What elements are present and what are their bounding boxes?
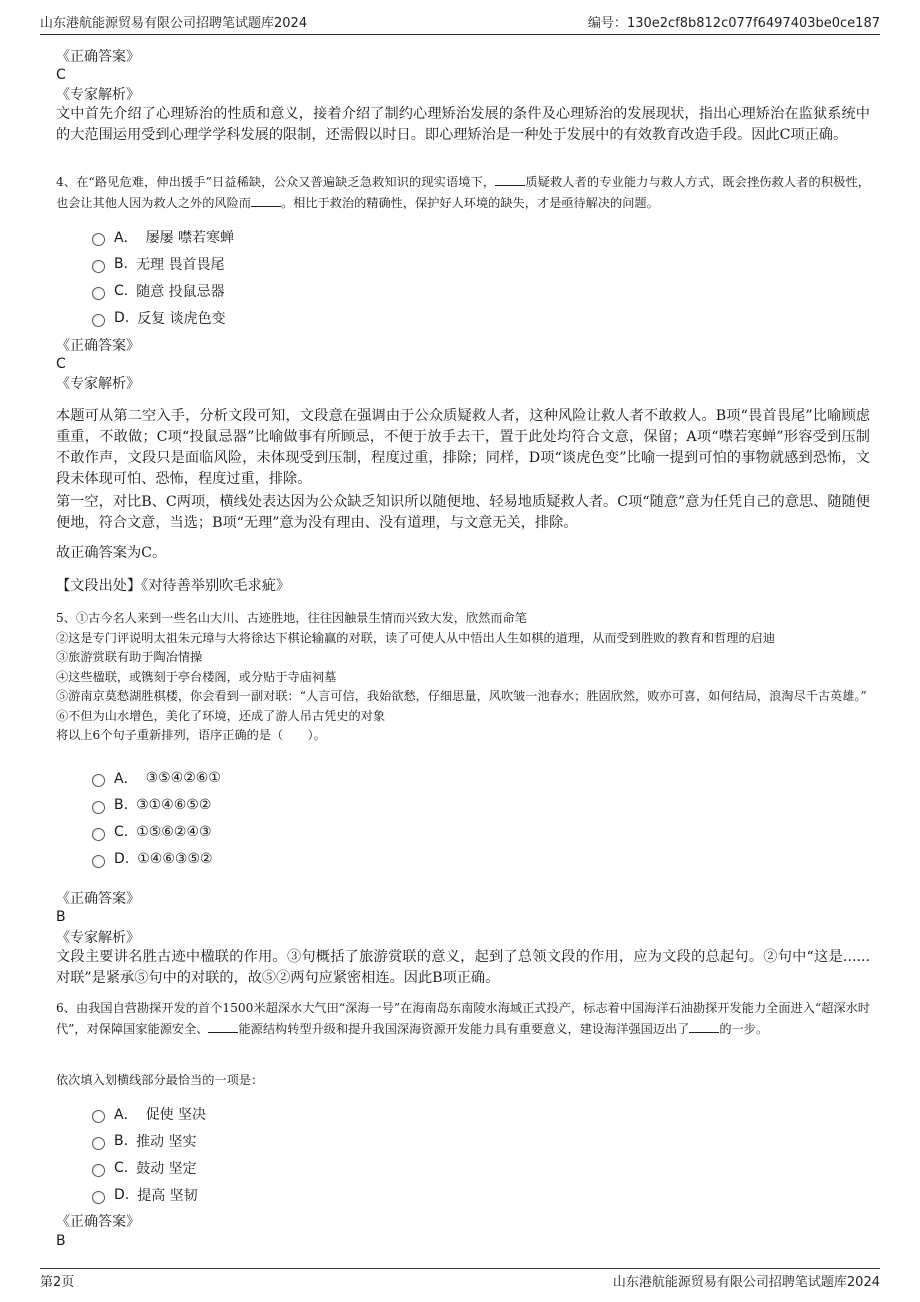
analysis-label: 《专家解析》 — [56, 87, 140, 103]
header-code — [588, 12, 880, 31]
q4-answer: C — [56, 356, 66, 372]
option-b[interactable] — [92, 250, 234, 277]
radio-icon[interactable] — [92, 1137, 105, 1150]
option-letter: D. — [114, 850, 130, 867]
page-footer — [40, 1268, 880, 1290]
q4-analysis-p2: 第一空，对比B、C两项，横线处表达因为公众缺乏知识所以随便地、轻易地质疑救人者。C项“随意”意为任凭自己的意思、随随便便地，符合文意，当选；B项“无理”意为没有理由、没有道理，与文意无关，排除。 — [56, 494, 870, 531]
header-title: 山东港航能源贸易有限公司招聘笔试题库2024 — [40, 16, 308, 31]
answer-label: 《正确答案》 — [56, 338, 140, 354]
option-text: 鼓动 坚定 — [136, 1160, 197, 1177]
q6-stem — [56, 998, 870, 1040]
option-text: ①④⑥③⑤② — [137, 850, 213, 867]
q4-analysis-p1: 本题可从第二空入手，分析文段可知，文段意在强调由于公众质疑救人者，这种风险让救人者不敢救人。B项“畏首畏尾”比喻顾虑重重，不敢做；C项“投鼠忌器”比喻做事有所顾忌，不便于放手去干，置于此处均符合文意，保留；A项“噤若寒蝉”形容受到压制不敢作声，文段只是面临风险，未体现受到压制，程度过重，排除；同样，D项“谈虎色变”比喻一提到可怕的事物就感到恐怖，文段未体现可怕、恐怖，程度过重，排除。 — [56, 408, 870, 487]
option-text: 屡屡 噤若寒蝉 — [145, 229, 235, 246]
radio-icon[interactable] — [92, 260, 105, 273]
q6-stem-part: 6、由我国自营勘探开发的首个1500米超深水大气田“深海一号”在海南岛东南陵水海域正式投产，标志着中国海洋石油勘探开发能力全面进入“超深水时代”，对保障国家能源安全、 — [56, 1001, 870, 1036]
radio-icon[interactable] — [92, 1191, 105, 1204]
option-text: 反复 谈虎色变 — [137, 310, 226, 327]
option-letter: A． — [114, 770, 138, 787]
q4-analysis-p3: 故正确答案为C。 — [56, 545, 167, 561]
q5-line: ⑤游南京莫愁湖胜棋楼，你会看到一副对联：“人言可信，我始欲愁，仔细思量，风吹皱一池春水；胜固欣然，败亦可喜，如何结局，浪淘尽千古英雄。” — [56, 689, 867, 703]
option-text: ③⑤④②⑥① — [145, 769, 221, 786]
option-letter: C. — [114, 1159, 129, 1176]
q5-options — [92, 764, 221, 872]
radio-icon[interactable] — [92, 828, 105, 841]
option-text: ③①④⑥⑤② — [136, 796, 212, 813]
q5-line: 5、①古今名人来到一些名山大川、古迹胜地，往往因触景生情而兴致大发，欣然而命笔 — [56, 611, 527, 625]
q5-line: ②这是专门评说明太祖朱元璋与大将徐达下棋论输赢的对联，读了可使人从中悟出人生如棋的道理，从而受到胜败的教育和哲理的启迪 — [56, 630, 776, 645]
analysis-label: 《专家解析》 — [56, 376, 140, 392]
radio-icon[interactable] — [92, 855, 105, 868]
radio-icon[interactable] — [92, 287, 105, 300]
radio-icon[interactable] — [92, 774, 105, 787]
option-c[interactable] — [92, 277, 234, 304]
page-header — [40, 12, 880, 35]
option-text: 推动 坚实 — [136, 1133, 197, 1150]
fill-blank — [689, 1019, 719, 1033]
option-c[interactable] — [92, 818, 221, 845]
option-letter: B. — [114, 255, 129, 272]
option-text: 促使 坚决 — [145, 1106, 207, 1123]
option-letter: B. — [114, 1132, 129, 1149]
footer-title: 山东港航能源贸易有限公司招聘笔试题库2024 — [612, 1275, 880, 1290]
q4-source: 【文段出处】《对待善举别吹毛求疵》 — [56, 578, 291, 594]
analysis-label: 《专家解析》 — [56, 930, 140, 946]
radio-icon[interactable] — [92, 1110, 105, 1123]
q4-stem — [56, 172, 870, 214]
q5-line: ⑥不但为山水增色，美化了环境，还成了游人吊古凭史的对象 — [56, 708, 386, 723]
option-c[interactable] — [92, 1154, 206, 1181]
q6-options — [92, 1100, 206, 1208]
option-letter: A． — [114, 1106, 138, 1123]
radio-icon[interactable] — [92, 801, 105, 814]
header-code-value: 130e2cf8b812c077f6497403be0ce187 — [626, 16, 880, 31]
option-letter: D. — [114, 1186, 130, 1203]
q6-stem-part: 的一步。 — [719, 1022, 769, 1036]
q4-stem-part: 质疑救人者的专业能力与救人方式，既会挫伤救人者的积极性，也会让其他人因为救人之外的风险而 — [56, 175, 870, 210]
q5-line: 将以上6个句子重新排列，语序正确的是（ ）。 — [56, 728, 326, 742]
q3-analysis: 文中首先介绍了心理矫治的性质和意义，接着介绍了制约心理矫治发展的条件及心理矫治的发展现状，指出心理矫治在监狱系统中的大范围运用受到心理学学科发展的限制，还需假以时日。即心理矫治是一种处于发展中的有效教育改造手段。因此C项正确。 — [56, 106, 870, 143]
q6-instruction: 依次填入划横线部分最恰当的一项是： — [56, 1073, 264, 1087]
answer-label: 《正确答案》 — [56, 891, 140, 907]
q5-analysis: 文段主要讲名胜古迹中楹联的作用。③句概括了旅游赏联的意义，起到了总领文段的作用，应为文段的总起句。②句中“这是......对联”是紧承⑤句中的对联的，故⑤②两句应紧密相连。因此B项正确。 — [56, 949, 870, 986]
q6-stem-part: 能源结构转型升级和提升我国深海资源开发能力具有重要意义，建设海洋强国迈出了 — [238, 1022, 690, 1036]
option-text: 随意 投鼠忌器 — [136, 283, 225, 300]
option-d[interactable] — [92, 845, 221, 872]
option-text: 提高 坚韧 — [137, 1187, 198, 1204]
q5-stem — [56, 609, 870, 746]
q5-line: ③旅游赏联有助于陶冶情操 — [56, 650, 203, 664]
q4-stem-part: 。相比于救治的精确性，保护好人环境的缺失，才是亟待解决的问题。 — [281, 196, 659, 210]
option-d[interactable] — [92, 1181, 206, 1208]
answer-label: 《正确答案》 — [56, 1214, 140, 1230]
page-number: 第2页 — [40, 1275, 75, 1290]
option-letter: D. — [114, 309, 130, 326]
q6-answer: B — [56, 1233, 66, 1249]
header-code-label: 编号： — [587, 16, 627, 31]
option-letter: B. — [114, 796, 129, 813]
q3-answer: C — [56, 67, 66, 83]
q4-stem-part: 4、在“路见危难，伸出援手”日益稀缺，公众又普遍缺乏急救知识的现实语境下， — [56, 175, 496, 189]
option-a[interactable] — [92, 764, 221, 791]
option-text: 无理 畏首畏尾 — [136, 256, 225, 273]
radio-icon[interactable] — [92, 1164, 105, 1177]
option-letter: A． — [114, 229, 138, 246]
option-a[interactable] — [92, 223, 234, 250]
option-a[interactable] — [92, 1100, 206, 1127]
fill-blank — [251, 193, 281, 207]
option-letter: C. — [114, 282, 129, 299]
option-d[interactable] — [92, 304, 234, 331]
answer-label: 《正确答案》 — [56, 49, 140, 65]
option-letter: C. — [114, 823, 129, 840]
q4-options — [92, 223, 234, 331]
q5-line: ④这些楹联，或镌刻于亭台楼阁，或分贴于寺庙祠墓 — [56, 669, 337, 684]
radio-icon[interactable] — [92, 233, 105, 246]
q5-answer: B — [56, 909, 66, 925]
option-text: ①⑤⑥②④③ — [136, 823, 212, 840]
radio-icon[interactable] — [92, 314, 105, 327]
option-b[interactable] — [92, 791, 221, 818]
fill-blank — [495, 172, 525, 186]
option-b[interactable] — [92, 1127, 206, 1154]
fill-blank — [208, 1019, 238, 1033]
